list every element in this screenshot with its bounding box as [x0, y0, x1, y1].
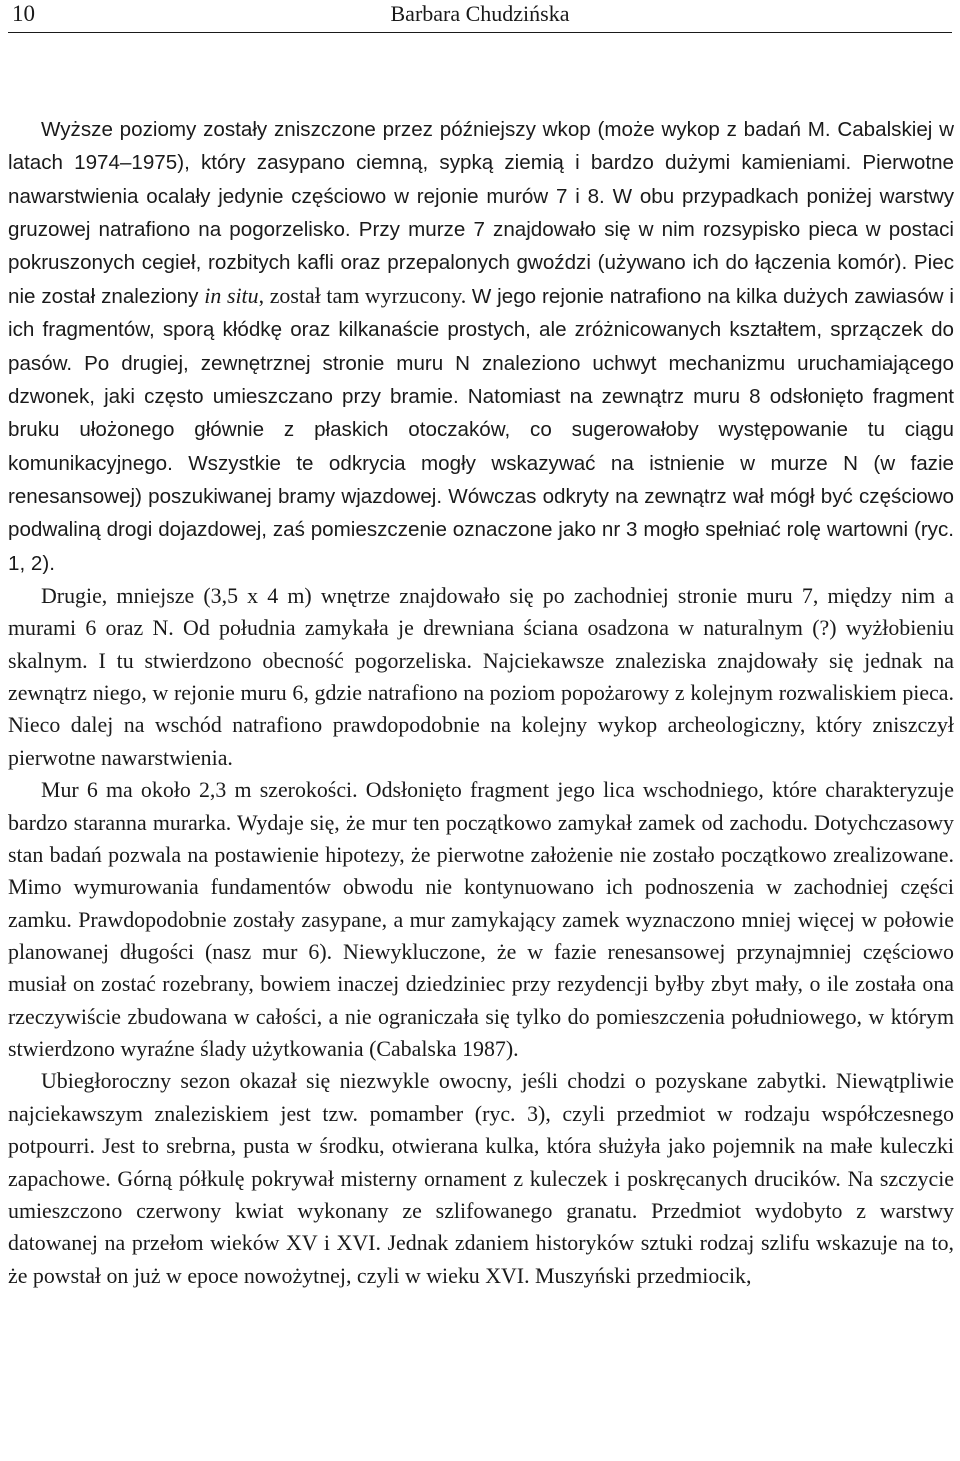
paragraph: [8, 1065, 954, 1292]
text-segment: Mur 6 ma około 2,3 m szerokości. Odsłonięto fragment jego lica wschodniego, które charakteryzuje bardzo staranna murarka. Wydaje się, że mur ten początkowo zamykał zamek od zachodu. Dotychczasowy stan badań pozwala na postawienie hipotezy, że pierwotne założenie nie zostało początkowo zrealizowane. Mimo wymurowania fundamentów obwodu nie kontynuowano ich podnoszenia w zachodniej części zamku. Prawdopodobnie zostały zasypane, a mur zamykający zamek wyznaczono mniej więcej w połowie planowanej długości (nasz mur 6). Niewykluczone, że w fazie renesansowej przynajmniej częściowo musiał on zostać rozebrany, bowiem inaczej dziedziniec przy rezydencji byłby zbyt mały, o ile została ona rzeczywiście zbudowana w całości, a nie ograniczała się tylko do pomieszczenia południowego, w którym stwierdzono wyraźne ślady użytkowania (Cabalska 1987).: [8, 777, 954, 1062]
paragraph: [8, 113, 954, 580]
article-body: [8, 113, 954, 1292]
running-header: [8, 0, 952, 33]
paragraph: [8, 774, 954, 1065]
page-number: 10: [12, 1, 35, 26]
paragraph: [8, 580, 954, 774]
running-head-author: Barbara Chudzińska: [390, 1, 570, 26]
text-segment: Wyższe poziomy zostały zniszczone przez późniejszy wkop (może wykop z badań M. Cabalskiej w latach 1974–1975), który zasypano ciemną, sypką ziemią i bardzo dużymi kamieniami. Pierwotne nawarstwienia ocalały jedynie częściowo w rejonie murów 7 i 8. W obu przypadkach poniżej warstwy gruzowej natrafiono na pogorzelisko. Przy murze 7 znajdowało się w nim rozsypisko pieca w postaci pokruszonych cegieł, rozbitych kafli oraz przepalonych gwoździ (używano ich do łączenia komór). Piec nie został znaleziony: [8, 118, 954, 308]
text-segment: W jego rejonie natrafiono na kilka dużych zawiasów i ich fragmentów, sporą kłódkę oraz kilkanaście prostych, ale zróżnicowanych kształtem, sprzączek do pasów. Po drugiej, zewnętrznej stronie muru N znaleziono uchwyt mechanizmu uruchamiającego dzwonek, jaki często umieszczano przy bramie. Natomiast na zewnątrz muru 8 odsłonięto fragment bruku ułożonego głównie z płaskich otoczaków, co sugerowałoby występowanie tu ciągu komunikacyjnego. Wszystkie te odkrycia mogły wskazywać na istnienie w murze N (w fazie renesansowej) poszukiwanej bramy wjazdowej. Wówczas odkryty na zewnątrz wał mógł być częściowo podwaliną drogi dojazdowej, zaś pomieszczenie oznaczone jako nr 3 mogło spełniać rolę wartowni (ryc. 1, 2).: [8, 284, 954, 575]
italic-term: in situ: [204, 282, 259, 308]
text-segment: , został tam wyrzucony.: [258, 282, 472, 308]
text-segment: Ubiegłoroczny sezon okazał się niezwykle owocny, jeśli chodzi o pozyskane zabytki. Niewątpliwie najciekawszym znaleziskiem jest tzw. pomamber (ryc. 3), czyli przedmiot w rodzaju współczesnego potpourri. Jest to srebrna, pusta w środku, otwierana kulka, która służyła jako pojemnik na małe kuleczki zapachowe. Górną półkulę pokrywał misterny ornament z kuleczek i poskręcanych drucików. Na szczycie umieszczono czerwony kwiat wykonany ze szlifowanego granatu. Przedmiot wydobyto z warstwy datowanej na przełom wieków XV i XVI. Jednak zdaniem historyków sztuki rodzaj szlifu wskazuje na to, że powstał on już w epoce nowożytnej, czyli w wieku XVI. Muszyński przedmiocik,: [8, 1068, 954, 1288]
text-segment: Drugie, mniejsze (3,5 x 4 m) wnętrze znajdowało się po zachodniej stronie muru 7, między nim a murami 6 oraz N. Od południa zamykała je drewniana ściana osadzona w naturalnym (?) wyżłobieniu skalnym. I tu stwierdzono obecność pogorzeliska. Najciekawsze znaleziska znajdowały się jednak na zewnątrz niego, w rejonie muru 6, gdzie natrafiono na poziom popożarowy z kolejnym rozwaliskiem pieca. Nieco dalej na wschód natrafiono prawdopodobnie na kolejny wykop archeologiczny, który zniszczył pierwotne nawarstwienia.: [8, 583, 954, 770]
